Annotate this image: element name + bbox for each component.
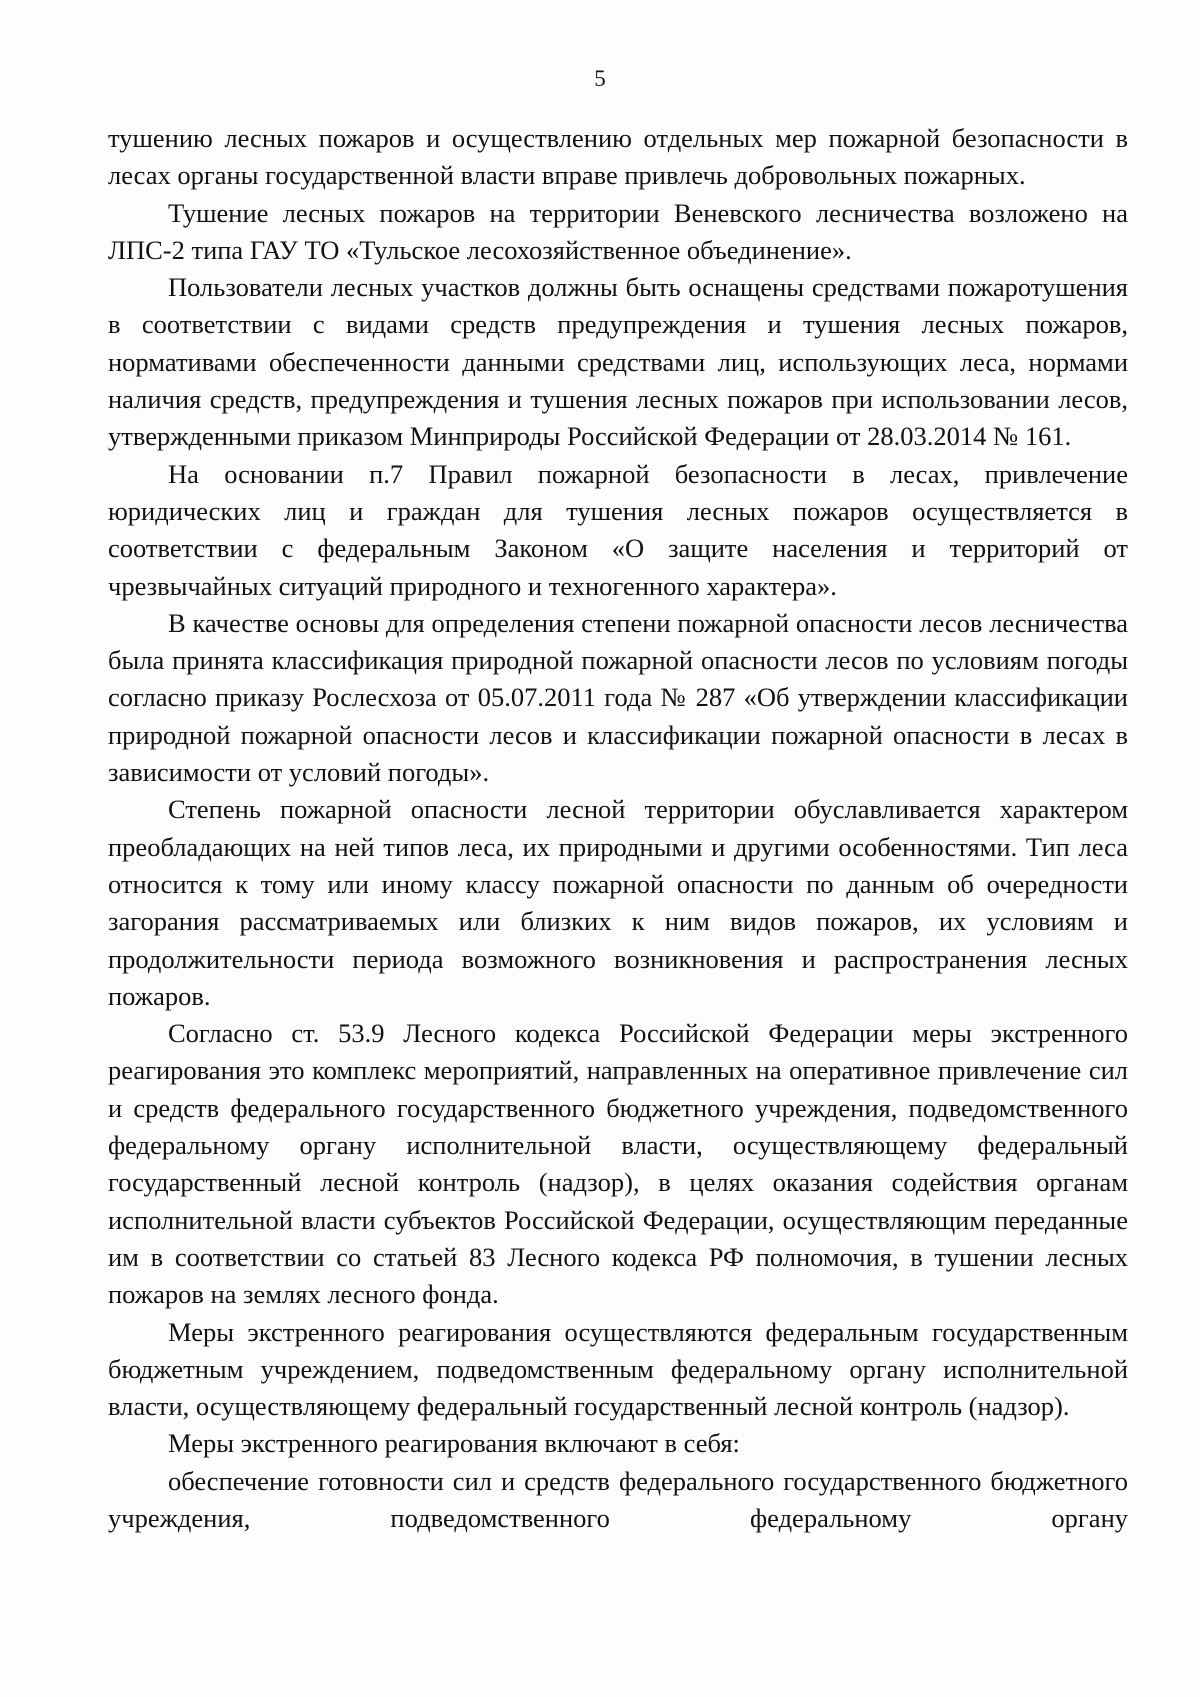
paragraph: Меры экстренного реагирования включают в себя: [168, 1428, 740, 1459]
paragraph: Степень пожарной опасности лесной территории обуславливается характером преобладающих на ней типов леса, их природными и другими особенностями. Тип леса относится к тому или иному классу пожарной опасности по данным об очередности загорания рассматриваемых или близких к ним видов пожаров, их условиям и продолжительности периода возможного возникновения и распространения лесных пожаров. [108, 794, 1128, 1011]
paragraph: В качестве основы для определения степени пожарной опасности лесов лесничества была принята классификация природной пожарной опасности лесов по условиям погоды согласно приказу Рослесхоза от 05.07.2011 года № 287 «Об утверждении классификации природной пожарной опасности лесов и классификации пожарной опасности в лесах в зависимости от условий погоды». [108, 607, 1128, 788]
paragraph: На основании п.7 Правил пожарной безопасности в лесах, привлечение юридических лиц и граждан для тушения лесных пожаров осуществляется в соответствии с федеральным Законом «О защите населения и территорий от чрезвычайных ситуаций природного и техногенного характера». [108, 458, 1128, 601]
document-body [108, 120, 1128, 1537]
paragraph: тушению лесных пожаров и осуществлению отдельных мер пожарной безопасности в лесах органы государственной власти вправе привлечь добровольных пожарных. [108, 123, 1128, 191]
paragraph: обеспечение готовности сил и средств федерального государственного бюджетного учреждения, подведомственного федеральному органу [108, 1465, 1128, 1533]
paragraph: Пользователи лесных участков должны быть оснащены средствами пожаротушения в соответствии с видами средств предупреждения и тушения лесных пожаров, нормативами обеспеченности данными средствами лиц, использующих леса, нормами наличия средств, предупреждения и тушения лесных пожаров при использовании лесов, утвержденными приказом Минприроды Российской Федерации от 28.03.2014 № 161. [108, 272, 1128, 452]
paragraph: Меры экстренного реагирования осуществляются федеральным государственным бюджетным учреждением, подведомственным федеральному органу исполнительной власти, осуществляющему федеральный государственный лесной контроль (надзор). [108, 1316, 1128, 1422]
paragraph: Согласно ст. 53.9 Лесного кодекса Российской Федерации меры экстренного реагирования это комплекс мероприятий, направленных на оперативное привлечение сил и средств федерального государственного бюджетного учреждения, подведомственного федеральному органу исполнительной власти, осуществляющему федеральный государственный лесной контроль (надзор), в целях оказания содействия органам исполнительной власти субъектов Российской Федерации, осуществляющим переданные им в соответствии со статьей 83 Лесного кодекса РФ полномочия, в тушении лесных пожаров на землях лесного фонда. [108, 1018, 1128, 1310]
page-number: 5 [594, 66, 606, 91]
paragraph: Тушение лесных пожаров на территории Веневского лесничества возложено на ЛПС-2 типа ГАУ ТО «Тульское лесохозяйственное объединение». [108, 197, 1128, 265]
